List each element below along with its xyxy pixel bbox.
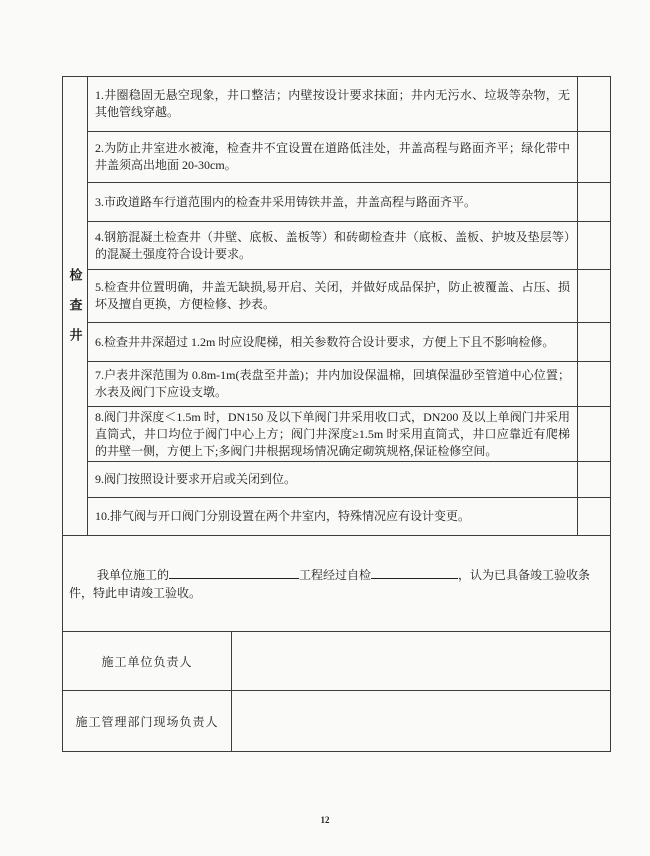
result-cell-1 <box>578 77 610 132</box>
checklist-item-1: 1.井圈稳固无悬空现象，井口整洁；内壁按设计要求抹面；井内无污水、垃圾等杂物，无其他管线穿越。 <box>88 77 578 132</box>
construction-unit-head-signature-cell <box>232 632 610 691</box>
checklist-item-8: 8.阀门井深度＜1.5m 时，DN150 及以下单阀门井采用收口式，DN200 及以上单阀门井采用直筒式，井口均位于阀门中心上方；阀门井深度≥1.5m 时采用直筒式，井口应靠近有爬梯的井壁一侧，方便上下;多阀门井根据现场情况确定砌筑规格,保证检修空间。 <box>88 407 578 462</box>
result-cell-6 <box>578 323 610 362</box>
page-number: 12 <box>320 815 330 825</box>
result-cell-8 <box>578 407 610 462</box>
construction-unit-head-label: 施工单位负责人 <box>63 632 232 691</box>
checklist-item-9: 9.阀门按照设计要求开启或关闭到位。 <box>88 462 578 498</box>
project-name-blank-field <box>169 565 299 579</box>
result-cell-10 <box>578 498 610 535</box>
result-cell-9 <box>578 462 610 498</box>
management-dept-site-head-signature-cell <box>232 691 610 751</box>
checklist-section <box>63 77 610 535</box>
self-inspection-declaration <box>63 535 610 631</box>
self-check-result-blank-field <box>371 565 458 579</box>
declaration-paragraph <box>63 565 610 602</box>
checklist-item-10: 10.排气阀与开口阀门分别设置在两个井室内，特殊情况应有设计变更。 <box>88 498 578 535</box>
checklist-item-5: 5.检查井位置明确，井盖无缺损,易开启、关闭，并做好成品保护，防止被覆盖、占压、损坏及擅自更换，方便检修、抄表。 <box>88 270 578 323</box>
result-cell-3 <box>578 183 610 222</box>
checklist-item-4: 4.钢筋混凝土检查井（井壁、底板、盖板等）和砖砌检查井（底板、盖板、护坡及垫层等）的混凝土强度符合设计要求。 <box>88 222 578 270</box>
result-cell-7 <box>578 362 610 407</box>
checklist-item-3: 3.市政道路车行道范围内的检查井采用铸铁井盖，井盖高程与路面齐平。 <box>88 183 578 222</box>
declaration-prefix: 我单位施工的 <box>97 568 170 582</box>
result-cell-2 <box>578 132 610 183</box>
signature-section <box>63 631 610 751</box>
management-dept-site-head-label: 施工管理部门现场负责人 <box>63 691 232 751</box>
checklist-item-6: 6.检查井井深超过 1.2m 时应设爬梯，相关参数符合设计要求，方便上下且不影响检修。 <box>88 323 578 362</box>
declaration-suffix: ，认为已具备竣工验收条件，特此申请竣工验收。 <box>69 568 591 600</box>
declaration-middle: 工程经过自检 <box>299 568 372 582</box>
result-cell-5 <box>578 270 610 323</box>
result-cell-4 <box>578 222 610 270</box>
checklist-item-2: 2.为防止井室进水被淹，检查井不宜设置在道路低洼处，井盖高程与路面齐平；绿化带中井盖须高出地面 20-30cm。 <box>88 132 578 183</box>
inspection-acceptance-table <box>62 76 611 752</box>
category-header-inspection-well: 检查井 <box>63 77 88 535</box>
checklist-item-7: 7.户表井深范围为 0.8m-1m(表盘至井盖)；井内加设保温棉，回填保温砂至管道中心位置；水表及阀门下应设支墩。 <box>88 362 578 407</box>
